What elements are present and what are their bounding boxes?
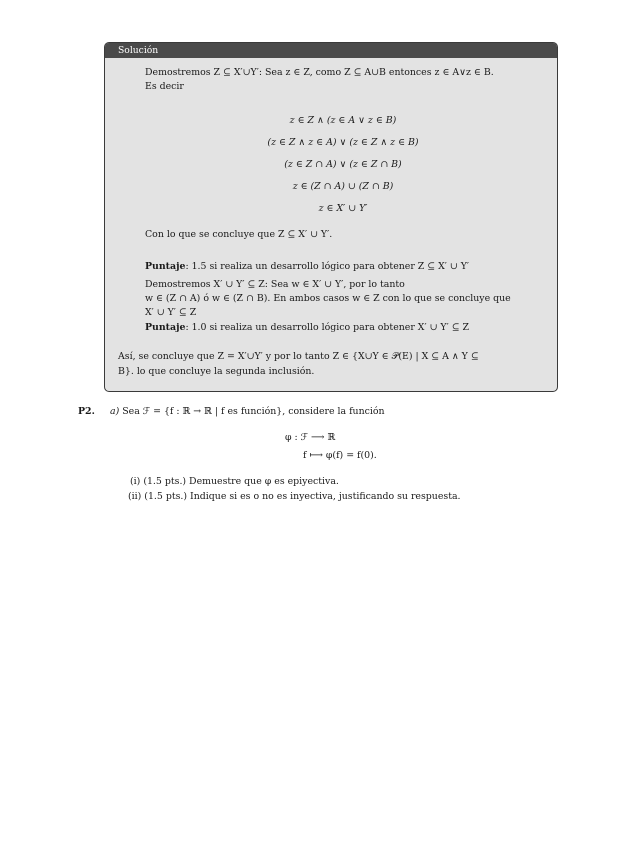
item-ii-marker: (ii) — [128, 491, 142, 502]
part2-line3: X′ ∪ Y′ ⊆ Z — [145, 307, 197, 318]
part2-line1: Demostremos X′ ∪ Y′ ⊆ Z: Sea w ∈ X′ ∪ Y′, por lo tanto — [145, 279, 405, 290]
puntaje-1-label: Puntaje — [145, 261, 186, 272]
part2-line2: w ∈ (Z ∩ A) ó w ∈ (Z ∩ B). En ambos casos w ∈ Z con lo que se concluye que — [145, 293, 511, 304]
equation-1: z ∈ Z ∧ (z ∈ A ∨ z ∈ B) — [289, 115, 397, 126]
item-i-text: (1.5 pts.) Demuestre que φ es epiyectiva. — [143, 476, 339, 487]
problem-2-label: P2. — [78, 406, 95, 417]
solution-box — [104, 42, 558, 392]
solution-conclusion: Con lo que se concluye que Z ⊆ X′ ∪ Y′. — [145, 229, 333, 240]
equation-5: z ∈ X′ ∪ Y′ — [318, 203, 368, 214]
puntaje-2 — [145, 322, 545, 334]
final-line2: B}. lo que concluye la segunda inclusión. — [118, 366, 315, 377]
problem-2-part-a — [110, 406, 385, 418]
solution-intro-line1: Demostremos Z ⊆ X′∪Y′: Sea z ∈ Z, como Z ⊆ A∪B entonces z ∈ A∨z ∈ B. — [145, 67, 494, 78]
equation-2: (z ∈ Z ∧ z ∈ A) ∨ (z ∈ Z ∧ z ∈ B) — [267, 137, 419, 148]
solution-intro-line2: Es decir — [145, 81, 184, 92]
part-a-label: a) — [110, 406, 120, 417]
puntaje-1 — [145, 261, 545, 273]
item-i — [130, 476, 339, 488]
puntaje-1-text: : 1.5 si realiza un desarrollo lógico para obtener Z ⊆ X′ ∪ Y′ — [185, 261, 470, 272]
item-ii — [128, 491, 461, 503]
solution-header: Solución — [105, 43, 557, 58]
part-a-statement: Sea ℱ = {f : ℝ → ℝ | f es función}, considere la función — [122, 406, 385, 417]
item-i-marker: (i) — [130, 476, 141, 487]
map-line-1: φ : ℱ ⟶ ℝ — [285, 432, 336, 443]
final-line1: Así, se concluye que Z = X′∪Y′ y por lo tanto Z ∈ {X∪Y ∈ 𝒫(E) | X ⊆ A ∧ Y ⊆ — [118, 351, 479, 362]
map-line-2: f ⟼ φ(f) = f(0). — [303, 450, 377, 461]
puntaje-2-text: : 1.0 si realiza un desarrollo lógico para obtener X′ ∪ Y′ ⊆ Z — [185, 322, 470, 333]
puntaje-2-label: Puntaje — [145, 322, 186, 333]
equation-4: z ∈ (Z ∩ A) ∪ (Z ∩ B) — [292, 181, 394, 192]
equation-3: (z ∈ Z ∩ A) ∨ (z ∈ Z ∩ B) — [284, 159, 402, 170]
item-ii-text: (1.5 pts.) Indique si es o no es inyectiva, justificando su respuesta. — [144, 491, 461, 502]
